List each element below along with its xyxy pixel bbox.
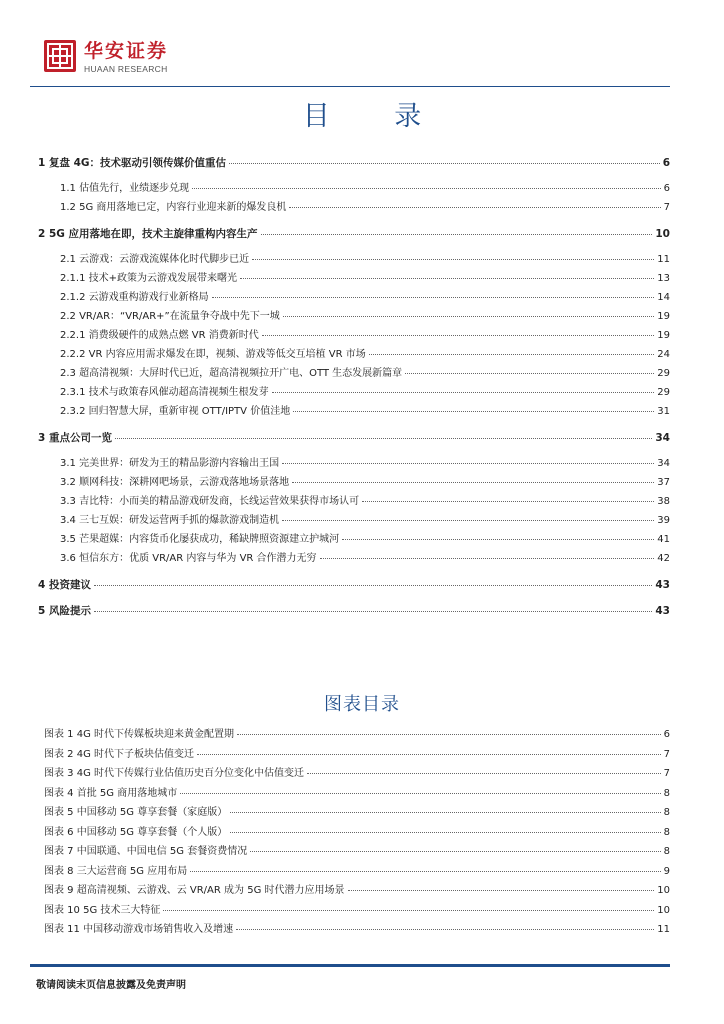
toc-entry-page: 24: [657, 349, 670, 360]
toc-entry-text: 3.5 芒果超媒：内容货币化屡获成功，稀缺牌照资源建立护城河: [60, 534, 340, 545]
toc-leader-dots: [292, 473, 654, 483]
figure-entry[interactable]: [44, 825, 670, 840]
toc-leader-dots: [115, 429, 652, 439]
toc-entry[interactable]: [38, 578, 670, 592]
toc-entry[interactable]: [60, 366, 670, 381]
toc-entry-text: 3 重点公司一览: [38, 432, 112, 444]
toc-leader-dots: [342, 530, 654, 540]
toc-leader-dots: [192, 179, 661, 189]
figure-entry-text: 图表 4 首批 5G 商用落地城市: [44, 787, 178, 799]
figure-entry-page: 10: [657, 904, 670, 916]
toc-leader-dots: [262, 326, 654, 336]
toc-entry-text: 3.6 恒信东方：优质 VR/AR 内容与华为 VR 合作潜力无穷: [60, 553, 317, 564]
figure-leader-dots: [348, 881, 655, 891]
figure-leader-dots: [190, 862, 660, 872]
toc-entry-page: 31: [657, 406, 670, 417]
toc-entry-page: 43: [655, 605, 670, 617]
toc-entry-page: 38: [657, 496, 670, 507]
toc-entry-text: 2.3.1 技术与政策春风催动超高清视频生根发芽: [60, 387, 269, 398]
toc-entry[interactable]: [38, 431, 670, 445]
toc-entry-page: 7: [663, 202, 670, 213]
toc-leader-dots: [261, 225, 653, 235]
toc-entry[interactable]: [60, 532, 670, 547]
toc-leader-dots: [282, 511, 654, 521]
figure-entry-text: 图表 9 超高清视频、云游戏、云 VR/AR 成为 5G 时代潜力应用场景: [44, 885, 345, 896]
toc-leader-dots: [320, 549, 655, 559]
logo-chinese-name: 华安证券: [84, 40, 169, 62]
toc-entry[interactable]: [38, 156, 670, 170]
header-divider: [30, 86, 670, 87]
toc-entry[interactable]: [60, 385, 670, 400]
toc-entry[interactable]: [60, 456, 670, 471]
toc-entry-page: 14: [657, 292, 670, 303]
toc-entry-text: 2.2 VR/AR：“VR/AR+”在流量争夺战中先下一城: [60, 311, 280, 322]
toc-entry-page: 42: [657, 553, 670, 564]
toc-entry-page: 6: [663, 183, 670, 194]
figure-entry-text: 图表 8 三大运营商 5G 应用布局: [44, 865, 188, 877]
figure-entry-text: 图表 2 4G 时代下子板块估值变迁: [44, 748, 195, 760]
toc-entry[interactable]: [60, 347, 670, 362]
toc-entry-text: 2.3 超高清视频：大屏时代已近，超高清视频拉开广电、OTT 生态发展新篇章: [60, 368, 403, 379]
toc-entry[interactable]: [60, 271, 670, 286]
toc-entry-page: 6: [662, 157, 670, 169]
figure-entry-page: 8: [663, 846, 670, 857]
toc-entry-page: 41: [657, 534, 670, 545]
figure-leader-dots: [237, 725, 661, 735]
figure-leader-dots: [197, 745, 661, 755]
figure-entry[interactable]: [44, 903, 670, 918]
figure-entry[interactable]: [44, 844, 670, 859]
figure-leader-dots: [236, 920, 654, 930]
figure-entry[interactable]: [44, 727, 670, 742]
toc-leader-dots: [293, 402, 654, 412]
page-title: 目 录: [302, 101, 450, 132]
toc-entry-page: 13: [657, 273, 670, 284]
toc-leader-dots: [272, 383, 655, 393]
toc-leader-dots: [229, 154, 660, 164]
toc-entry-page: 11: [657, 254, 670, 265]
figure-entry[interactable]: [44, 883, 670, 898]
toc-entry-page: 37: [657, 477, 670, 488]
toc-entry-page: 29: [657, 368, 670, 379]
figure-list-title: 图表目录: [324, 694, 400, 715]
figure-entry[interactable]: [44, 786, 670, 801]
toc-entry-text: 2.2.2 VR 内容应用需求爆发在即，视频、游戏等低交互培植 VR 市场: [60, 349, 366, 360]
toc-leader-dots: [252, 250, 654, 260]
toc-entry-text: 2 5G 应用落地在即，技术主旋律重构内容生产: [38, 228, 258, 240]
toc-entry-page: 34: [657, 458, 670, 469]
footer-divider: [30, 964, 670, 967]
toc-entry-text: 1.1 估值先行，业绩逐步兑现: [60, 183, 190, 194]
toc-entry-text: 2.1.1 技术+政策为云游戏发展带来曙光: [60, 273, 238, 284]
figure-entry-page: 10: [657, 885, 670, 896]
toc-entry-page: 29: [657, 387, 670, 398]
figure-entry-page: 7: [663, 748, 670, 760]
toc-entry-text: 3.4 三七互娱：研发运营两手抓的爆款游戏制造机: [60, 515, 280, 526]
toc-entry-page: 10: [655, 228, 670, 240]
figure-leader-dots: [163, 901, 654, 911]
toc-entry[interactable]: [60, 181, 670, 196]
figure-entry-text: 图表 1 4G 时代下传媒板块迎来黄金配置期: [44, 729, 235, 740]
toc-leader-dots: [240, 269, 654, 279]
toc-entry-text: 2.3.2 回归智慧大屏，重新审视 OTT/IPTV 价值洼地: [60, 406, 291, 417]
toc-leader-dots: [94, 576, 652, 586]
toc-entry-text: 2.1.2 云游戏重构游戏行业新格局: [60, 292, 209, 303]
figure-entry-page: 9: [663, 865, 670, 877]
toc-leader-dots: [94, 602, 652, 612]
figure-entry[interactable]: [44, 922, 670, 937]
figure-entry[interactable]: [44, 747, 670, 762]
toc-leader-dots: [289, 198, 660, 208]
huaan-logo-seal-icon: [44, 40, 76, 72]
figure-entry-page: 6: [663, 729, 670, 740]
toc-entry-text: 1.2 5G 商用落地已定，内容行业迎来新的爆发良机: [60, 202, 287, 213]
logo-english-name: HUAAN RESEARCH: [84, 64, 168, 74]
toc-entry[interactable]: [38, 604, 670, 618]
figure-entry-page: 8: [663, 807, 670, 818]
figure-entry-page: 7: [663, 768, 670, 779]
figure-entry-page: 11: [657, 924, 670, 935]
figure-entry[interactable]: [44, 766, 670, 781]
figure-entry-page: 8: [663, 826, 670, 838]
toc-entry[interactable]: [60, 328, 670, 343]
toc-entry-page: 19: [657, 330, 670, 341]
toc-entry[interactable]: [60, 252, 670, 267]
report-header: [30, 40, 700, 84]
toc-entry[interactable]: [60, 513, 670, 528]
figure-entry[interactable]: [44, 805, 670, 820]
toc-entry-text: 3.2 顺网科技：深耕网吧场景，云游戏落地场景落地: [60, 477, 290, 488]
figure-leader-dots: [180, 784, 660, 794]
toc-leader-dots: [282, 454, 654, 464]
figure-entry-text: 图表 6 中国移动 5G 尊享套餐（个人版）: [44, 826, 228, 838]
toc-entry-text: 3.1 完美世界：研发为王的精品影游内容输出王国: [60, 458, 280, 469]
toc-entry[interactable]: [60, 551, 670, 566]
toc-entry[interactable]: [60, 290, 670, 305]
toc-entry[interactable]: [60, 404, 670, 419]
toc-leader-dots: [362, 492, 654, 502]
toc-entry[interactable]: [60, 494, 670, 509]
figure-leader-dots: [230, 803, 660, 813]
toc-entry-text: 1 复盘 4G：技术驱动引领传媒价值重估: [38, 157, 227, 169]
figure-entry[interactable]: [44, 864, 670, 879]
toc-entry-page: 39: [657, 515, 670, 526]
toc-entry-text: 2.2.1 消费级硬件的成熟点燃 VR 消费新时代: [60, 330, 259, 341]
toc-entry-page: 43: [655, 579, 670, 591]
toc-leader-dots: [369, 345, 655, 355]
figure-leader-dots: [250, 842, 660, 852]
figure-entry-text: 图表 3 4G 时代下传媒行业估值历史百分位变化中估值变迁: [44, 768, 305, 779]
figure-entry-text: 图表 10 5G 技术三大特征: [44, 904, 161, 916]
toc-entry-page: 34: [655, 432, 670, 444]
figure-entry-page: 8: [663, 787, 670, 799]
toc-entry-page: 19: [657, 311, 670, 322]
figure-leader-dots: [230, 823, 660, 833]
toc-leader-dots: [283, 307, 655, 317]
toc-entry-text: 2.1 云游戏：云游戏流媒体化时代脚步已近: [60, 254, 250, 265]
disclaimer-note: 敬请阅读末页信息披露及免责声明: [36, 980, 186, 991]
figure-leader-dots: [307, 764, 661, 774]
toc-entry[interactable]: [60, 475, 670, 490]
toc-entry-text: 4 投资建议: [38, 579, 91, 591]
toc-entry[interactable]: [60, 309, 670, 324]
figure-entry-text: 图表 7 中国联通、中国电信 5G 套餐资费情况: [44, 846, 248, 857]
toc-entry[interactable]: [60, 200, 670, 215]
figure-entry-text: 图表 5 中国移动 5G 尊享套餐（家庭版）: [44, 807, 228, 818]
figure-entry-text: 图表 11 中国移动游戏市场销售收入及增速: [44, 924, 234, 935]
toc-entry-text: 3.3 吉比特：小而美的精品游戏研发商，长线运营效果获得市场认可: [60, 496, 360, 507]
toc-leader-dots: [212, 288, 655, 298]
toc-entry-text: 5 风险提示: [38, 605, 91, 617]
toc-leader-dots: [405, 364, 654, 374]
toc-entry[interactable]: [38, 227, 670, 241]
